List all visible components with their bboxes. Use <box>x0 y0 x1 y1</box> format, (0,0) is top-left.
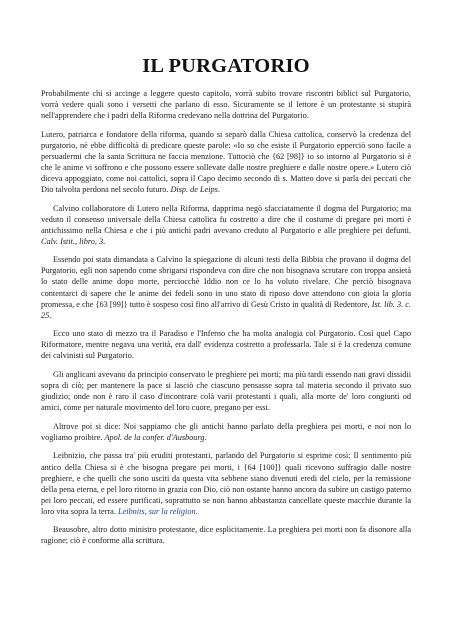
paragraph-text: Gli anglicani avevano da principio conservato le preghiere pei morti; ma più tardi essendo nati gravi dissidii sopra di ciò; per mantenere la pace si lasciò che ciascuno pensasse sopra tal materia secondo il privato suo giudizio; onde non è raro il caso d'incontrare colà varii protestanti i quali, alla morte de' loro congiunti od amici, come per naturale movimento del loro cuore, pregano per essi. <box>41 370 411 413</box>
paragraph-text: Probabilmente chi si accinge a leggere questo capitolo, vorrà subito trovare riscontri biblici sul Purgatorio, vorrà vedere quali sono i versetti che parlano di esso. Sicuramente se il lettore è un protestante si stupirà nell'apprendere che i padri della Riforma credevano nella dottrina del Purgatorio. <box>41 89 411 121</box>
paragraph-text: Essendo poi stata dimandata a Calvino la spiegazione di alcuni testi della Bibbia che provano il dogma del Purgatorio, egli non sapendo come sbrigarsi rispondeva con dire che non bisognava scrutare con troppa ansietà lo stato delle anime dopo morte, perciocchè Iddio non ce lo ha voluto rivelare. Che perciò bisognava contentarci di sapere che le anime dei fedeli sono in uno stato di riposo dove attendono con gioia la gloria promessa, e che {63 [99]} tutto è sospeso così fino all'arrivo di Gesù Cristo in qualità di Redentore, <box>41 255 411 309</box>
paragraph-text: Lutero, patriarca e fondatore della riforma, quando si separò dalla Chiesa cattolica, conservò la credenza del purgatorio, nè ebbe difficoltà di predicare queste parole: «Io so che esiste il Purgatorio epperciò sono facile a persuadermi che la santa Scrittura ne faccia menzione. Tuttociò che {62 [98]} io so intorno al Purgatorio si è che le anime vi soffrono e che possono essere sollevate dalle nostre preghiere e dalle nostre opere.» Lutero ciò diceva appoggiato, come noi cattolici, sopra il Capo decimo secondo di s. Matteo dove si parla dei peccati che Dio talvolta perdona nel secolo futuro. <box>41 129 411 194</box>
paragraph-text: . <box>103 236 106 246</box>
paragraph <box>41 369 411 413</box>
document-body <box>41 88 411 546</box>
paragraph <box>41 450 411 516</box>
paragraph <box>41 328 411 361</box>
paragraph-text: . <box>195 506 198 516</box>
citation: Ist. lib. 3. c. 25 <box>41 299 411 320</box>
paragraph-text: Beausobre, altro dotto ministro protestante, dice esplicitamente. La preghiera pei morti non fa disonore alla ragione; ciò è conforme alla scrittura. <box>41 525 411 546</box>
paragraph-text: Leibnizio, che passa tra' più eruditi protestanti, parlando del Purgatorio si esprime così: Il sentimento più antico della Chiesa si è che bisogna pregare pei morti, i {64 [100]} quali ricevono suffragio dalle nostre preghiere, e che quelli che sono usciti da questa vita sebbene siano divenuti eredi del cielo, per la remissione della pena eterna, e pel loro ritorno in grazia con Dio, ciò non ostante hanno ancora da subire un castigo paterno pei loro peccati, ed essere purificati, soprattutto se non hanno abbastanza cancellate queste macchie durante la loro vita sopra la terra. <box>41 451 411 516</box>
paragraph <box>41 129 411 195</box>
paragraph-text: Ecco uno stato di mezzo tra il Paradiso e l'Inferno che ha molta analogia col Purgatorio. Così quel Capo Riformatore, mentre negava una verità, era dall' evidenza costretto a professarla. Tale si è la credenza comune dei calvinisti sul Purgatorio. <box>41 329 411 361</box>
paragraph <box>41 254 411 320</box>
page-title: IL PURGATORIO <box>142 55 310 77</box>
paragraph-text: Calvino collaboratore di Lutero nella Riforma, dapprima negò sfacciatamente il dogma del Purgatorio; ma veduto il consenso universale della Chiesa cattolica fu costretto a dire che il costume di pregare pei morti è antichissimo nella Chiesa e che i più antichi padri avevano creduto al Purgatorio e alle preghiere pei defunti. <box>41 203 411 235</box>
paragraph-text: . <box>217 184 220 194</box>
paragraph-text: . <box>49 310 52 320</box>
citation: Apol. de la confer. d'Ausbourg <box>104 432 205 442</box>
paragraph <box>41 421 411 443</box>
paragraph-text: Altrove poi si dice: Noi sappiamo che gli antichi hanno parlato della preghiera pei morti, e noi non lo vogliamo proibire. <box>41 421 411 442</box>
paragraph-text: . <box>204 432 207 442</box>
citation: Disp. de Leips <box>170 184 218 194</box>
citation: Calv. Istit., libro, 3 <box>41 236 104 246</box>
paragraph <box>41 524 411 546</box>
citation-link: Leibnits, sur la religion <box>117 506 196 516</box>
paragraph <box>41 88 411 121</box>
paragraph <box>41 203 411 247</box>
